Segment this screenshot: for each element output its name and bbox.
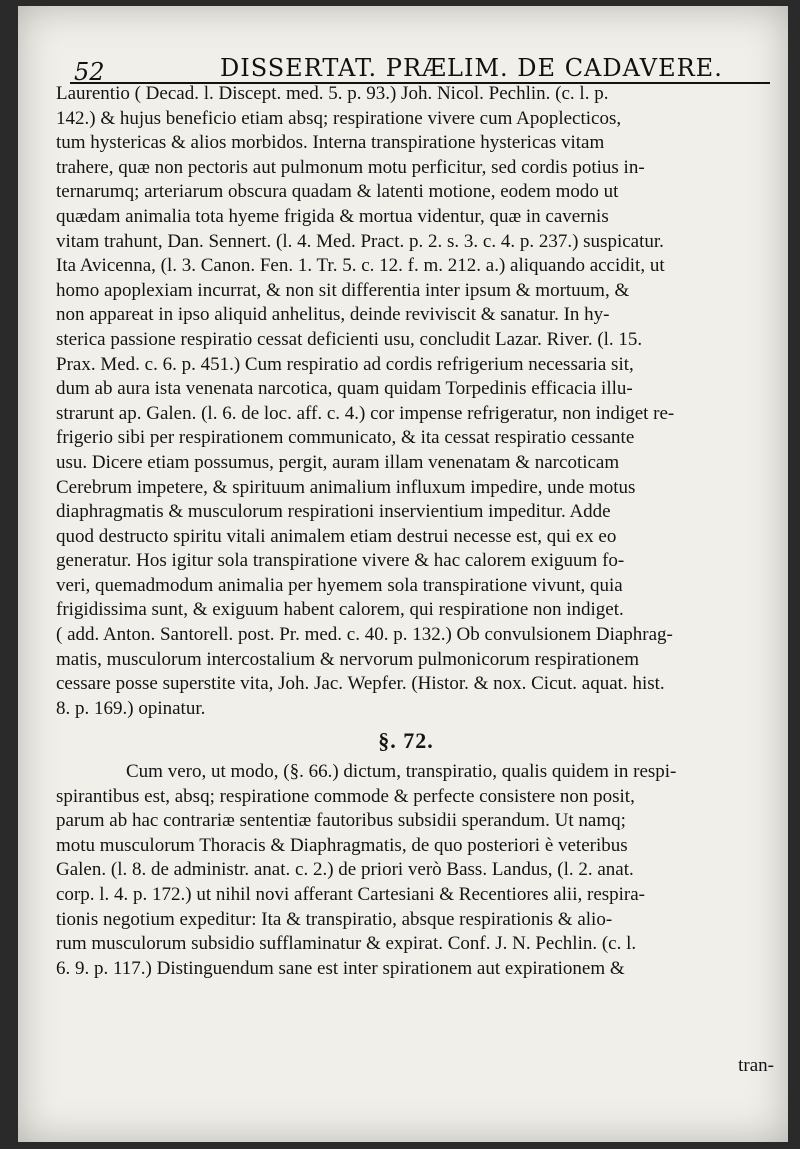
text-line: Prax. Med. c. 6. p. 451.) Cum respiratio ad cordis refrigerium necessaria sit, — [56, 353, 634, 375]
text-line: 6. 9. p. 117.) Distinguendum sane est inter spirationem aut expirationem & — [56, 957, 625, 979]
catchword: tran- — [738, 1055, 774, 1076]
paragraph-1 — [56, 82, 756, 721]
section-number: §. 72. — [378, 728, 434, 754]
text-line: trahere, quæ non pectoris aut pulmonum motu perficitur, sed cordis potius in- — [56, 156, 645, 178]
text-line: vitam trahunt, Dan. Sennert. (l. 4. Med. Pract. p. 2. s. 3. c. 4. p. 237.) suspicatur. — [56, 230, 664, 252]
text-line: Laurentio ( Decad. l. Discept. med. 5. p. 93.) Joh. Nicol. Pechlin. (c. l. p. — [56, 83, 609, 104]
text-line: ( add. Anton. Santorell. post. Pr. med. c. 40. p. 132.) Ob convulsionem Diaphrag- — [56, 624, 673, 646]
text-line: usu. Dicere etiam possumus, pergit, auram illam venenatam & narcoticam — [56, 451, 620, 473]
text-line: non appareat in ipso aliquid anhelitus, deinde reviviscit & sanatur. In hy- — [56, 304, 610, 326]
text-line: rum musculorum subsidio sufflaminatur & expirat. Conf. J. N. Pechlin. (c. l. — [56, 933, 637, 955]
text-line: ternarumq; arteriarum obscura quadam & latenti motione, eodem modo ut — [56, 181, 619, 203]
text-line: dum ab aura ista venenata narcotica, quam quidam Torpedinis efficacia illu- — [56, 378, 633, 400]
paragraph-2 — [56, 760, 756, 981]
text-line: tionis negotium expeditur: Ita & transpiratio, absque respirationis & alio- — [56, 908, 613, 930]
text-line: tum hystericas & alios morbidos. Interna transpiratione hystericas vitam — [56, 132, 605, 154]
text-line: 142.) & hujus beneficio etiam absq; respiratione vivere cum Apoplecticos, — [56, 107, 622, 129]
text-line: Cum vero, ut modo, (§. 66.) dictum, transpiratio, qualis quidem in respi- — [126, 761, 677, 783]
text-line: strarunt ap. Galen. (l. 6. de loc. aff. c. 4.) cor impense refrigeratur, non indiget re- — [56, 402, 675, 424]
body-text — [56, 82, 756, 981]
text-line: sterica passione respiratio cessat deficienti usu, concludit Lazar. River. (l. 15. — [56, 328, 643, 350]
text-line: corp. l. 4. p. 172.) ut nihil novi afferant Cartesiani & Recentiores alii, respira- — [56, 884, 646, 905]
text-line: diaphragmatis & musculorum respirationi inservientium impeditur. Adde — [56, 501, 611, 523]
text-line: quædam animalia tota hyeme frigida & mortua videntur, quæ in cavernis — [56, 205, 609, 227]
text-line: parum ab hac contrariæ sententiæ fautoribus subsidii sperandum. Ut namq; — [56, 810, 626, 832]
text-line: motu musculorum Thoracis & Diaphragmatis, de quo posteriori è veteribus — [56, 834, 628, 856]
text-line: spirantibus est, absq; respiratione commode & perfecte consistere non posit, — [56, 785, 635, 807]
running-head: DISSERTAT. PRÆLIM. DE CADAVERE. — [220, 54, 723, 82]
text-line: quod destructo spiritu vitali animalem etiam destrui necesse est, qui ex eo — [56, 525, 617, 547]
text-line: cessare posse superstite vita, Joh. Jac. Wepfer. (Histor. & nox. Cicut. aquat. hist. — [56, 673, 665, 695]
page-number: 52 — [74, 58, 105, 86]
text-line: Ita Avicenna, (l. 3. Canon. Fen. 1. Tr. 5. c. 12. f. m. 212. a.) aliquando accidit, ut — [56, 255, 665, 277]
text-line: homo apoplexiam incurrat, & non sit differentia inter ipsum & mortuum, & — [56, 279, 630, 301]
page-header — [70, 46, 770, 84]
text-line: Galen. (l. 8. de administr. anat. c. 2.) de priori verò Bass. Landus, (l. 2. anat. — [56, 859, 634, 881]
text-line: frigerio sibi per respirationem communicato, & ita cessat respiratio cessante — [56, 427, 635, 449]
text-line: veri, quemadmodum animalia per hyemem sola transpiratione vivunt, quia — [56, 574, 623, 596]
text-line: Cerebrum impetere, & spirituum animalium influxum impedire, unde motus — [56, 476, 636, 498]
text-line: matis, musculorum intercostalium & nervorum pulmonicorum respirationem — [56, 648, 640, 670]
text-line: 8. p. 169.) opinatur. — [56, 697, 206, 719]
text-line: generatur. Hos igitur sola transpiratione vivere & hac calorem exiguum fo- — [56, 550, 625, 572]
text-line: frigidissima sunt, & exiguum habent calorem, qui respiratione non indiget. — [56, 599, 624, 621]
